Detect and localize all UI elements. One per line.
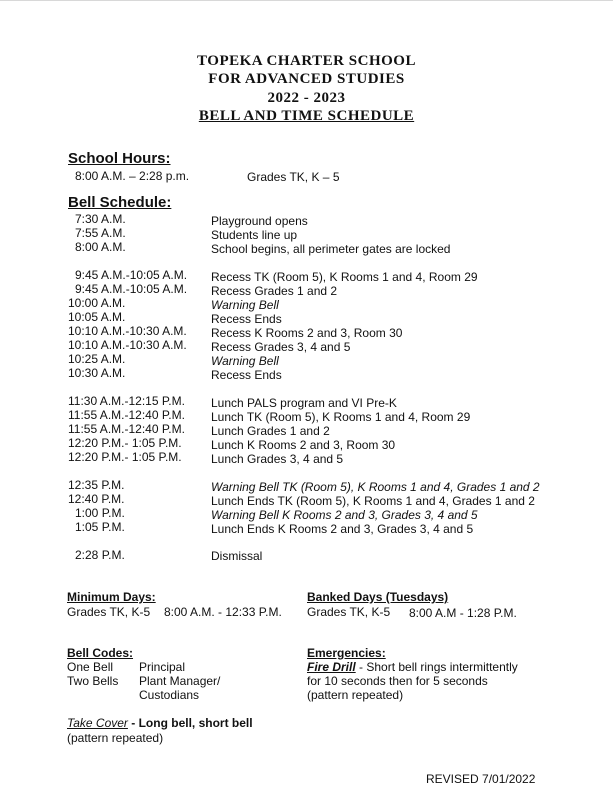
bell-time: 12:35 P.M.	[68, 478, 125, 492]
take-cover-text: - Long bell, short bell	[127, 716, 253, 730]
bell-time: 10:10 A.M.-10:30 A.M.	[68, 338, 187, 352]
bell-time: 11:55 A.M.-12:40 P.M.	[68, 422, 185, 436]
banked-days-grades: Grades TK, K-5	[307, 605, 391, 619]
minimum-days-time: 8:00 A.M. - 12:33 P.M.	[164, 605, 282, 619]
school-hours-heading: School Hours:	[68, 150, 171, 167]
banked-days-time: 8:00 A.M - 1:28 P.M.	[409, 606, 517, 620]
bell-desc: Recess Ends	[211, 368, 282, 382]
bell-time: 11:30 A.M.-12:15 P.M.	[68, 394, 185, 408]
bell-desc: Lunch TK (Room 5), K Rooms 1 and 4, Room 29	[211, 410, 471, 424]
banked-days-heading: Banked Days (Tuesdays)	[307, 590, 449, 604]
bell-desc: Recess Ends	[211, 312, 282, 326]
bell-desc: Playground opens	[211, 214, 308, 228]
bell-time: 11:55 A.M.-12:40 P.M.	[68, 408, 185, 422]
school-name-line1: TOPEKA CHARTER SCHOOL	[197, 53, 416, 69]
bell-time: 10:25 A.M.	[68, 352, 126, 366]
bell-time: 10:00 A.M.	[68, 296, 126, 310]
fire-drill-line3: (pattern repeated)	[307, 688, 404, 702]
bell-desc: Lunch K Rooms 2 and 3, Room 30	[211, 438, 396, 452]
bell-desc: Warning Bell K Rooms 2 and 3, Grades 3, 4 and 5	[211, 508, 478, 522]
bell-time: 10:05 A.M.	[68, 310, 126, 324]
bell-time: 2:28 P.M.	[75, 548, 125, 562]
bell-time: 12:40 P.M.	[68, 492, 125, 506]
bell-desc: Lunch Grades 1 and 2	[211, 424, 330, 438]
fire-drill-text: - Short bell rings intermittently	[355, 660, 518, 674]
bell-time: 12:20 P.M.- 1:05 P.M.	[68, 436, 182, 450]
two-bells-meaning-cont: Custodians	[139, 688, 200, 702]
bell-desc: Recess K Rooms 2 and 3, Room 30	[211, 326, 403, 340]
school-year: 2022 - 2023	[267, 90, 346, 106]
take-cover-label: Take Cover	[67, 716, 128, 730]
bell-desc: Recess Grades 3, 4 and 5	[211, 340, 351, 354]
emergencies-heading: Emergencies:	[307, 646, 386, 660]
bell-desc: Warning Bell	[211, 354, 279, 368]
bell-time: 12:20 P.M.- 1:05 P.M.	[68, 450, 182, 464]
fire-drill-line	[307, 660, 518, 674]
bell-desc: School begins, all perimeter gates are locked	[211, 242, 451, 256]
bell-desc: Dismissal	[211, 549, 263, 563]
bell-desc: Lunch PALS program and VI Pre-K	[211, 396, 397, 410]
bell-time: 7:55 A.M.	[75, 226, 126, 240]
bell-time: 7:30 A.M.	[75, 212, 126, 226]
school-hours-grades: Grades TK, K – 5	[247, 170, 340, 184]
bell-desc: Recess TK (Room 5), K Rooms 1 and 4, Room 29	[211, 270, 478, 284]
bell-time: 10:10 A.M.-10:30 A.M.	[68, 324, 187, 338]
bell-desc: Warning Bell	[211, 298, 279, 312]
bell-desc: Lunch Ends TK (Room 5), K Rooms 1 and 4, Grades 1 and 2	[211, 494, 535, 508]
fire-drill-line2: for 10 seconds then for 5 seconds	[307, 674, 488, 688]
bell-desc: Lunch Ends K Rooms 2 and 3, Grades 3, 4 and 5	[211, 522, 474, 536]
one-bell-label: One Bell	[67, 660, 114, 674]
school-name-line2: FOR ADVANCED STUDIES	[208, 71, 405, 87]
take-cover-line2: (pattern repeated)	[67, 731, 164, 745]
bell-time: 9:45 A.M.-10:05 A.M.	[75, 282, 188, 296]
school-hours-time: 8:00 A.M. – 2:28 p.m.	[75, 169, 190, 183]
revised-date: REVISED 7/01/2022	[426, 772, 536, 786]
bell-time: 1:00 P.M.	[75, 506, 125, 520]
bell-time: 1:05 P.M.	[75, 520, 125, 534]
schedule-title: BELL AND TIME SCHEDULE	[198, 108, 415, 124]
bell-time: 8:00 A.M.	[75, 240, 126, 254]
bell-schedule-heading: Bell Schedule:	[68, 194, 172, 211]
bell-time: 10:30 A.M.	[68, 366, 126, 380]
minimum-days-heading: Minimum Days:	[67, 590, 156, 604]
two-bells-meaning: Plant Manager/	[139, 674, 221, 688]
bell-codes-heading: Bell Codes:	[67, 646, 134, 660]
top-border	[0, 0, 613, 1]
two-bells-label: Two Bells	[67, 674, 119, 688]
one-bell-meaning: Principal	[139, 660, 186, 674]
take-cover-line	[67, 716, 253, 730]
bell-time: 9:45 A.M.-10:05 A.M.	[75, 268, 188, 282]
bell-desc: Recess Grades 1 and 2	[211, 284, 338, 298]
bell-desc: Students line up	[211, 228, 298, 242]
fire-drill-label: Fire Drill	[307, 660, 356, 674]
bell-desc: Warning Bell TK (Room 5), K Rooms 1 and 4, Grades 1 and 2	[211, 480, 540, 494]
bell-desc: Lunch Grades 3, 4 and 5	[211, 452, 344, 466]
minimum-days-grades: Grades TK, K-5	[67, 605, 151, 619]
